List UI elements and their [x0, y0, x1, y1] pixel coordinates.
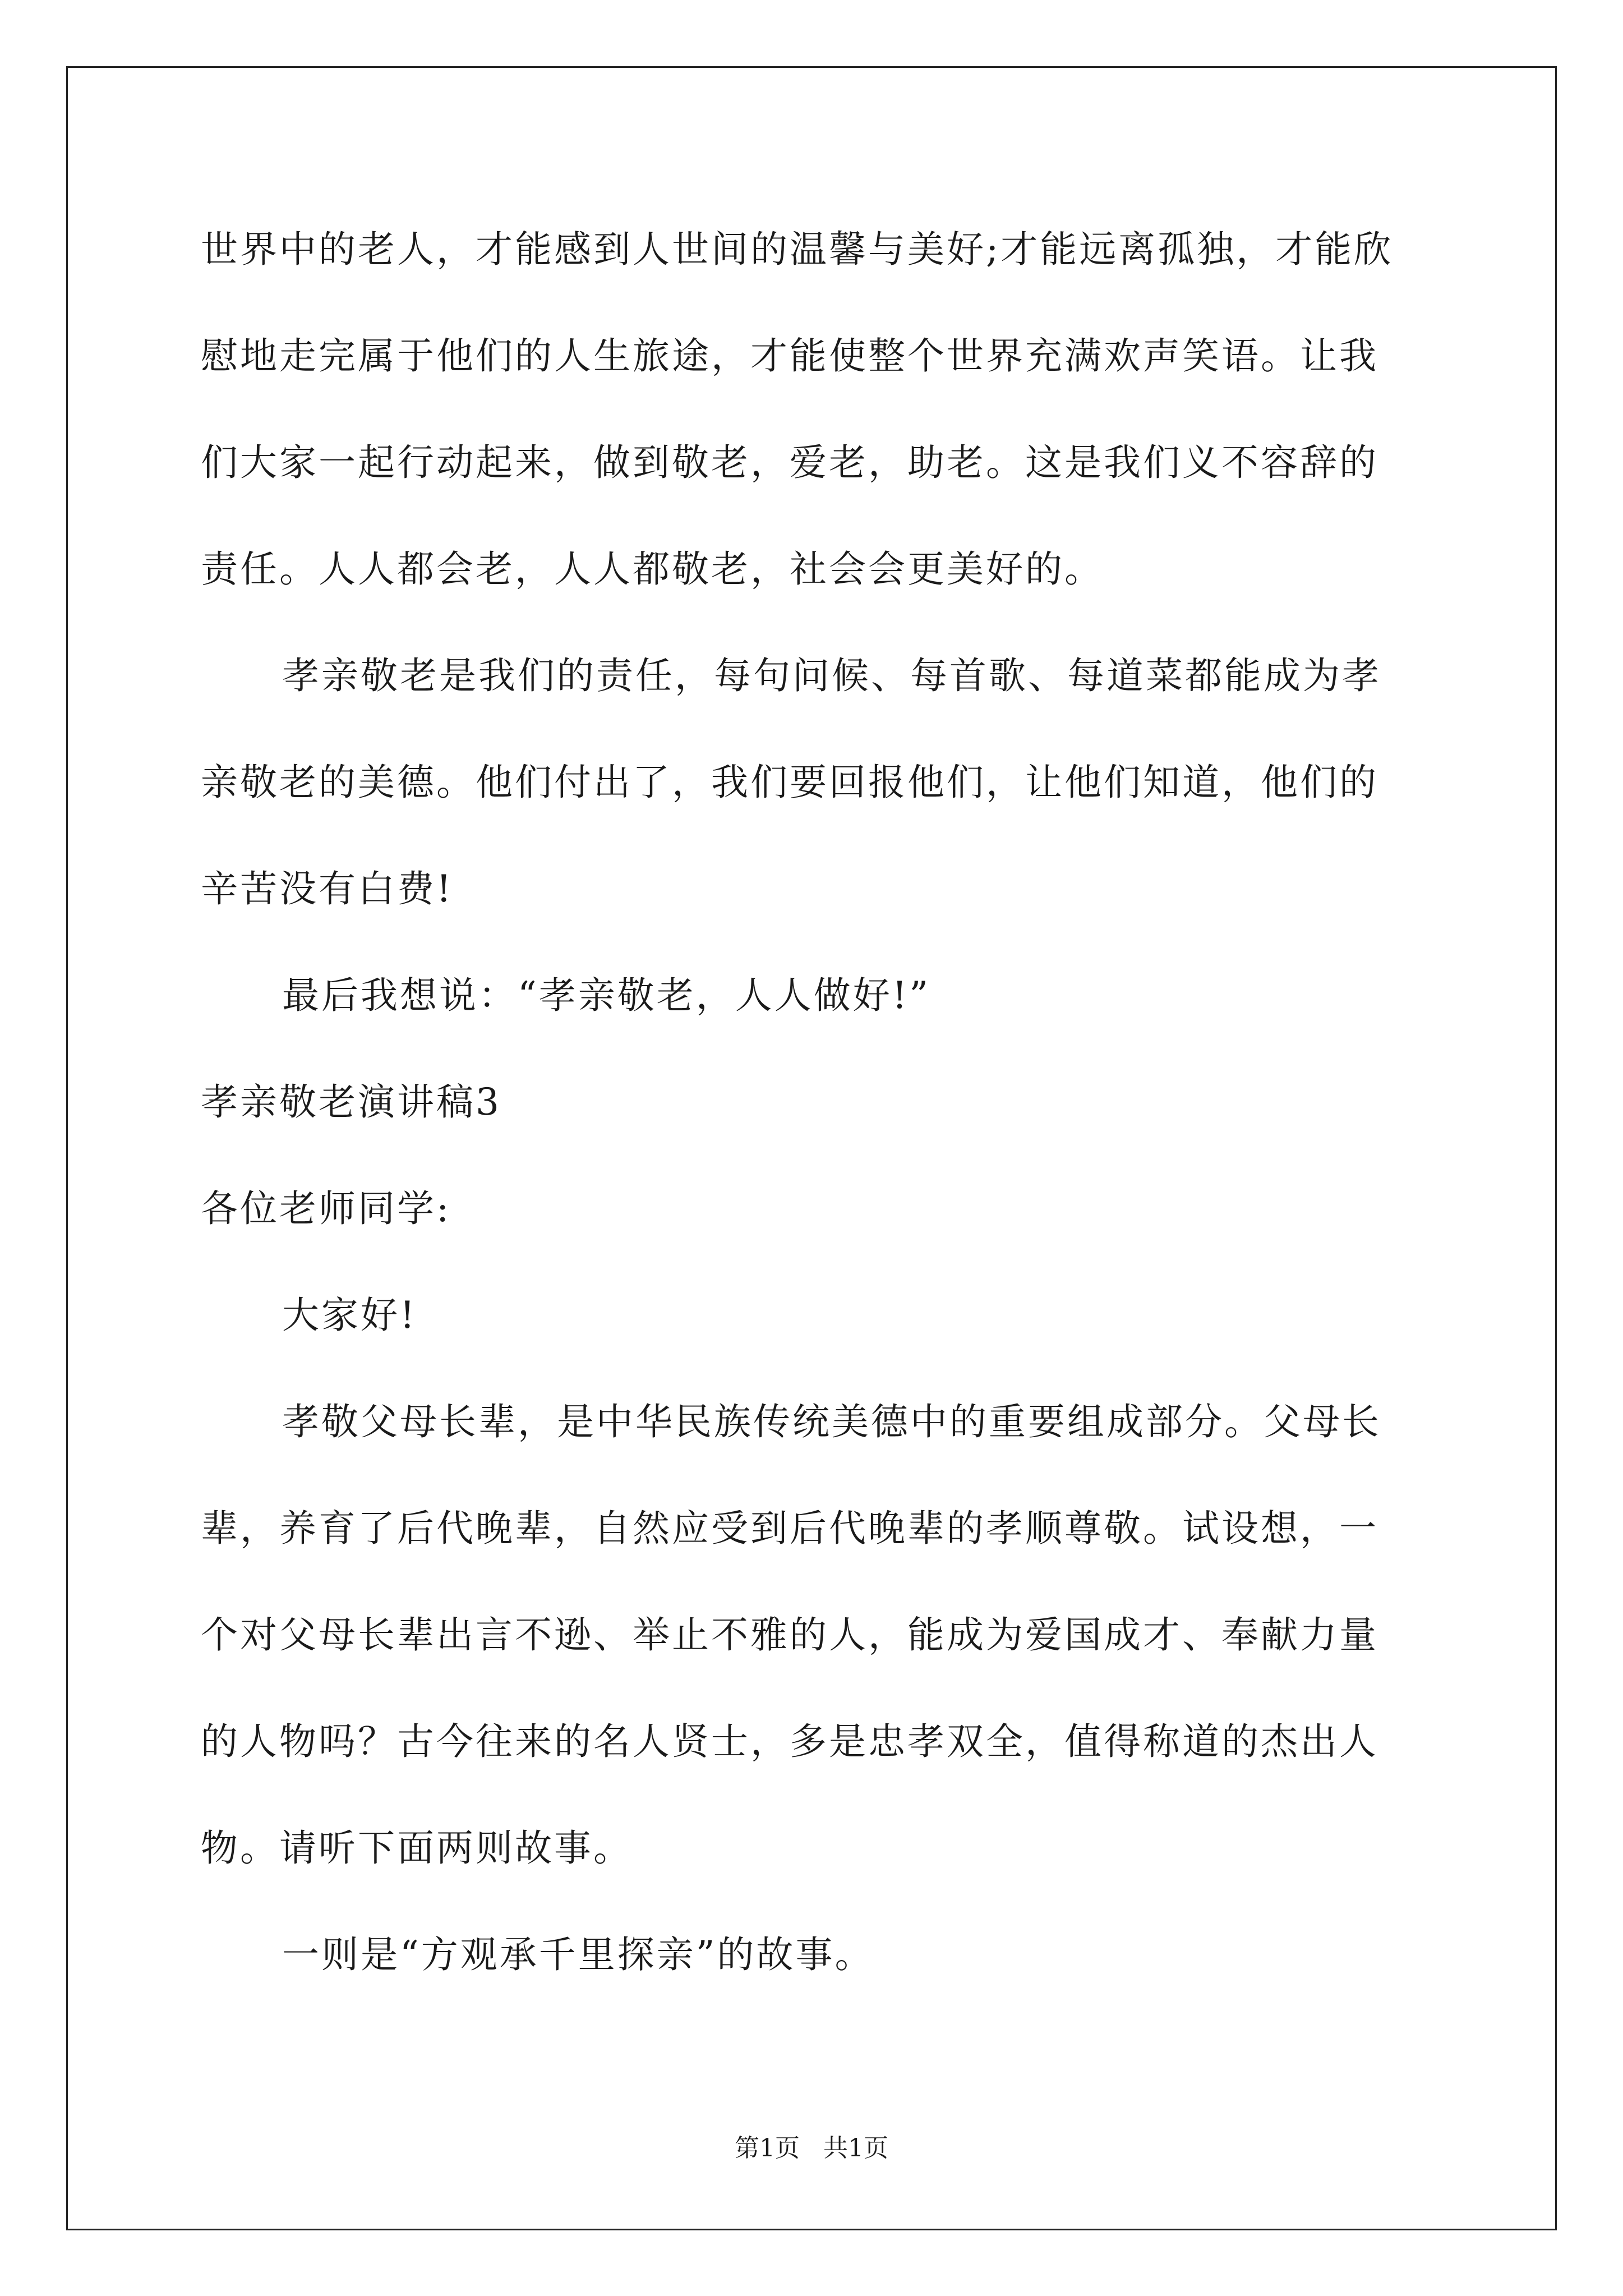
- greeting: 大家好!: [282, 1294, 417, 1337]
- paragraph-line: 责任。人人都会老，人人都敬老，社会会更美好的。: [201, 547, 1104, 591]
- paragraph-line: 的人物吗？古今往来的名人贤士，多是忠孝双全，值得称道的杰出人: [201, 1720, 1378, 1763]
- paragraph-line: 慰地走完属于他们的人生旅途，才能使整个世界充满欢声笑语。让我: [201, 334, 1378, 378]
- paragraph-line: 孝亲敬老是我们的责任，每句问候、每首歌、每道菜都能成为孝: [282, 654, 1381, 697]
- paragraph-line: 一则是“方观承千里探亲”的故事。: [282, 1933, 874, 1976]
- paragraph-line: 们大家一起行动起来，做到敬老，爱老，助老。这是我们义不容辞的: [201, 441, 1378, 484]
- paragraph-line: 辈，养育了后代晚辈，自然应受到后代晚辈的孝顺尊敬。试设想，一: [201, 1507, 1378, 1550]
- paragraph-line: 个对父母长辈出言不逊、举止不雅的人，能成为爱国成才、奉献力量: [201, 1613, 1378, 1657]
- salutation: 各位老师同学:: [201, 1187, 451, 1230]
- paragraph-line: 物。请听下面两则故事。: [201, 1826, 633, 1870]
- paragraph-line: 亲敬老的美德。他们付出了，我们要回报他们，让他们知道，他们的: [201, 761, 1378, 804]
- paragraph-line: 世界中的老人，才能感到人世间的温馨与美好;才能远离孤独，才能欣: [201, 228, 1394, 271]
- paragraph-line: 最后我想说：“孝亲敬老，人人做好!”: [282, 974, 931, 1017]
- paragraph-line: 孝敬父母长辈，是中华民族传统美德中的重要组成部分。父母长: [282, 1400, 1381, 1443]
- page-footer: 第1页 共1页: [735, 2134, 888, 2162]
- paragraph-line: 辛苦没有白费!: [201, 867, 454, 910]
- document-body: [201, 196, 1435, 2008]
- section-title: 孝亲敬老演讲稿3: [201, 1080, 501, 1124]
